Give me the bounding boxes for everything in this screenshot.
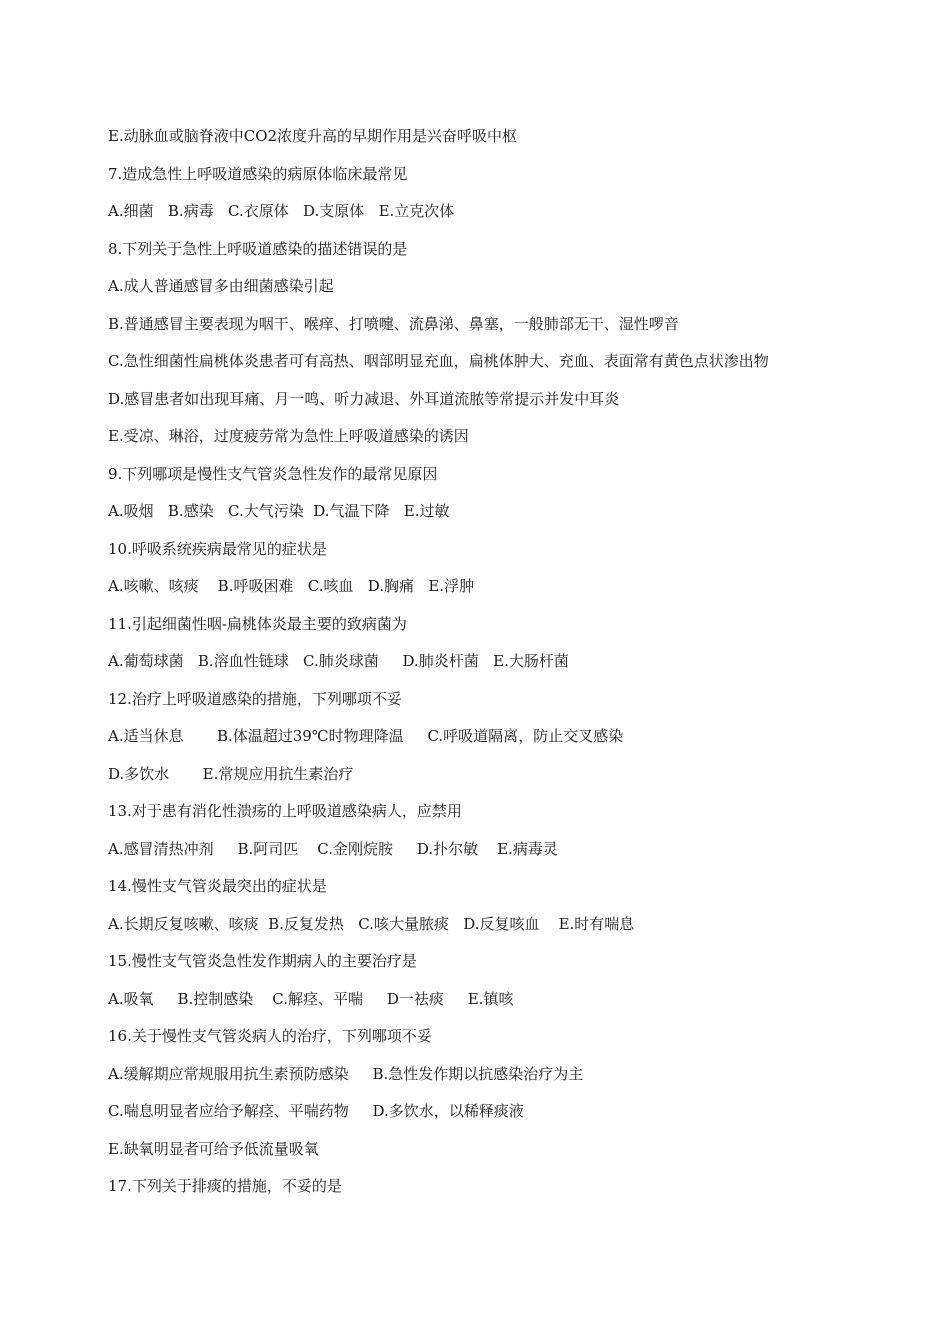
question-7-stem: 7.造成急性上呼吸道感染的病原体临床最常见 [108, 164, 408, 183]
question-text-body [108, 124, 908, 1212]
question-9-options: A.吸烟 B.感染 C.大气污染 D.气温下降 E.过敏 [108, 502, 450, 520]
question-9-stem: 9.下列哪项是慢性支气管炎急性发作的最常见原因 [108, 464, 438, 483]
question-8-option-c: C.急性细菌性扁桃体炎患者可有高热、咽部明显充血，扁桃体肿大、充血、表面常有黄色点状渗出物 [108, 352, 769, 370]
question-7-options: A.细菌 B.病毒 C.衣原体 D.支原体 E.立克次体 [108, 202, 455, 220]
question-12-stem: 12.治疗上呼吸道感染的措施，下列哪项不妥 [108, 689, 402, 708]
question-16-options-line-3: E.缺氧明显者可给予低流量吸氧 [108, 1139, 319, 1158]
question-13-stem: 13.对于患有消化性溃疡的上呼吸道感染病人，应禁用 [108, 802, 462, 820]
question-8-option-d: D.感冒患者如出现耳痛、月一鸣、听力减退、外耳道流脓等常提示并发中耳炎 [108, 389, 620, 408]
question-14-stem: 14.慢性支气管炎最突出的症状是 [108, 877, 327, 895]
question-16-options-line-1: A.缓解期应常规服用抗生素预防感染 B.急性发作期以抗感染治疗为主 [108, 1064, 584, 1083]
question-14-options: A.长期反复咳嗽、咳痰 B.反复发热 C.咳大量脓痰 D.反复咳血 E.时有喘息 [108, 914, 635, 933]
question-10-stem: 10.呼吸系统疾病最常见的症状是 [108, 539, 327, 558]
question-10-options: A.咳嗽、咳痰 B.呼吸困难 C.咳血 D.胸痛 E.浮肿 [108, 577, 475, 595]
question-8-stem: 8.下列关于急性上呼吸道感染的描述错误的是 [108, 239, 408, 258]
question-12-options-line-2: D.多饮水 E.常规应用抗生素治疗 [108, 764, 354, 783]
question-8-option-a: A.成人普通感冒多由细菌感染引起 [108, 277, 334, 295]
text-line: E.动脉血或脑脊液中CO2浓度升高的早期作用是兴奋呼吸中枢 [108, 127, 518, 145]
question-13-options: A.感冒清热冲剂 B.阿司匹 C.金刚烷胺 D.扑尔敏 E.病毒灵 [108, 839, 558, 858]
question-16-options-line-2: C.喘息明显者应给予解痉、平喘药物 D.多饮水，以稀释痰液 [108, 1102, 524, 1120]
question-16-stem: 16.关于慢性支气管炎病人的治疗，下列哪项不妥 [108, 1027, 432, 1045]
question-8-option-e: E.受凉、琳浴，过度疲劳常为急性上呼吸道感染的诱因 [108, 427, 469, 445]
question-8-option-b: B.普通感冒主要表现为咽干、喉痒、打喷嚏、流鼻涕、鼻塞，一般肺部无干、湿性啰音 [108, 314, 679, 333]
question-15-stem: 15.慢性支气管炎急性发作期病人的主要治疗是 [108, 952, 417, 970]
question-15-options: A.吸氧 B.控制感染 C.解痉、平喘 D一祛痰 E.镇咳 [108, 989, 514, 1008]
question-12-options-line-1: A.适当休息 B.体温超过39℃时物理降温 C.呼吸道隔离，防止交叉感染 [108, 727, 624, 745]
question-11-stem: 11.引起细菌性咽-扁桃体炎最主要的致病菌为 [108, 614, 407, 633]
question-17-stem: 17.下列关于排痰的措施，不妥的是 [108, 1177, 342, 1195]
question-11-options: A.葡萄球菌 B.溶血性链球 C.肺炎球菌 D.肺炎杆菌 E.大肠杆菌 [108, 652, 569, 670]
